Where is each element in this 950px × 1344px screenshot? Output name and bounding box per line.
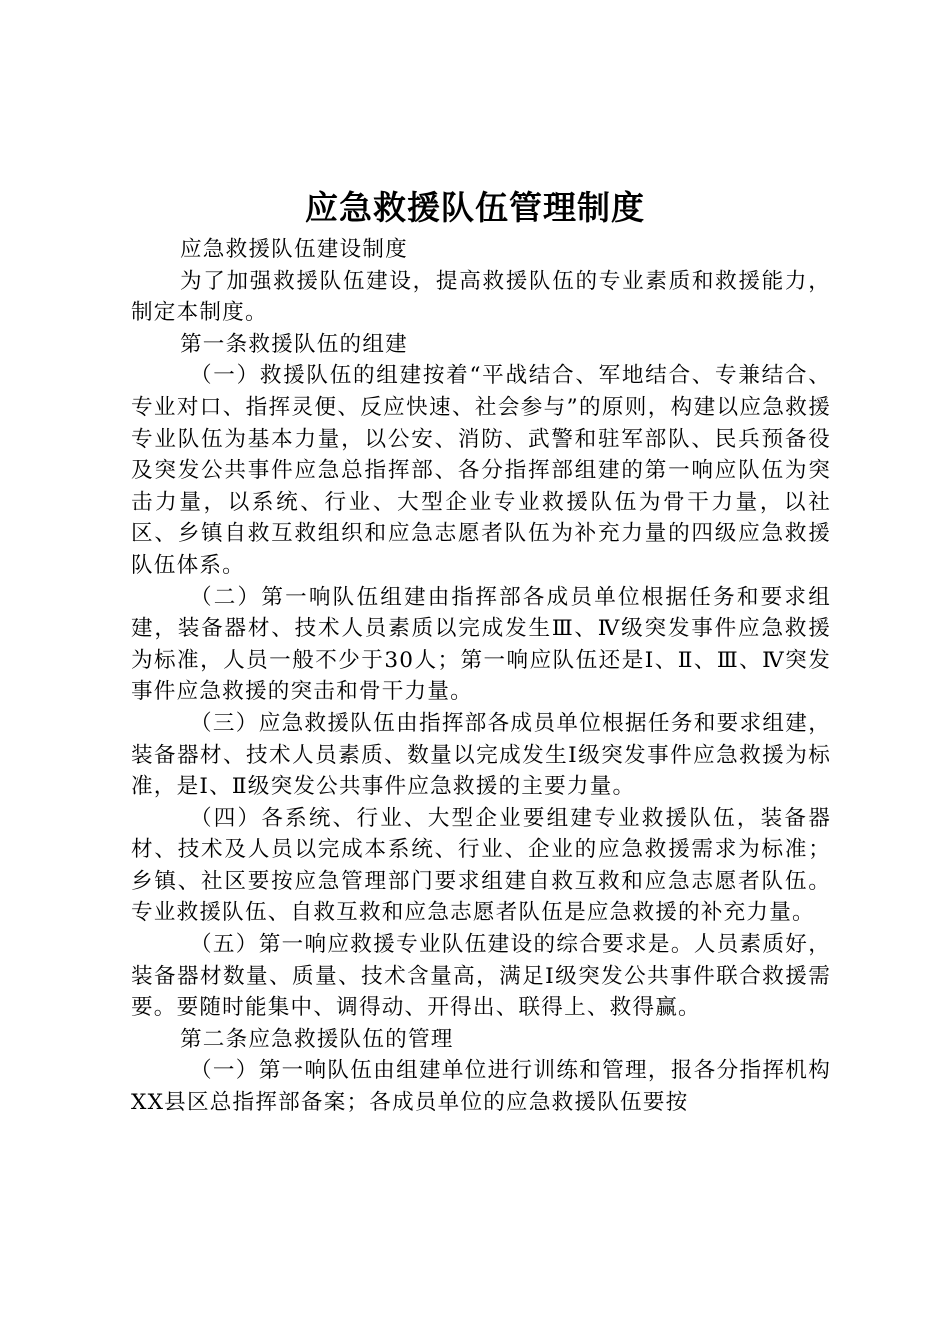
article-2-heading: 第二条应急救援队伍的管理 [180,1026,454,1052]
article-1-item-5: （五）第一响应救援专业队伍建设的综合要求是。人员素质好，装备器材数量、质量、技术含量高，满足Ⅰ级突发公共事件联合救援需要。要随时能集中、调得动、开得出、联得上、救得赢。 [131,932,831,1021]
article-1-item-4: （四）各系统、行业、大型企业要组建专业救援队伍，装备器材、技术及人员以完成本系统、行业、企业的应急救援需求为标准；乡镇、社区要按应急管理部门要求组建自救互救和应急志愿者队伍。专业救援队伍、自救互救和应急志愿者队伍是应急救援的补充力量。 [131,805,831,926]
document-body [131,234,831,1119]
article-1-item-1: （一）救援队伍的组建按着“平战结合、军地结合、专兼结合、专业对口、指挥灵便、反应快速、社会参与”的原则，构建以应急救援专业队伍为基本力量，以公安、消防、武警和驻军部队、民兵预备役及突发公共事件应急总指挥部、各分指挥部组建的第一响应队伍为突击力量，以系统、行业、大型企业专业救援队伍为骨干力量，以社区、乡镇自救互救组织和应急志愿者队伍为补充力量的四级应急救援队伍体系。 [131,363,831,578]
article-1-item-2: （二）第一响队伍组建由指挥部各成员单位根据任务和要求组建，装备器材、技术人员素质以完成发生Ⅲ、Ⅳ级突发事件应急救援为标准，人员一般不少于30人；第一响应队伍还是Ⅰ、Ⅱ、Ⅲ、Ⅳ突发事件应急救援的突击和骨干力量。 [131,584,831,705]
article-1-heading: 第一条救援队伍的组建 [180,331,408,357]
article-1-item-3: （三）应急救援队伍由指挥部各成员单位根据任务和要求组建，装备器材、技术人员素质、数量以完成发生Ⅰ级突发事件应急救援为标准，是Ⅰ、Ⅱ级突发公共事件应急救援的主要力量。 [131,710,831,800]
intro-paragraph: 为了加强救援队伍建设，提高救援队伍的专业素质和救援能力，制定本制度。 [131,268,831,326]
article-2-item-1: （一）第一响队伍由组建单位进行训练和管理，报各分指挥机构XX县区总指挥部备案；各成员单位的应急救援队伍要按 [131,1058,831,1116]
section-heading-construction-system: 应急救援队伍建设制度 [180,237,408,262]
document-title: 应急救援队伍管理制度 [305,188,645,227]
